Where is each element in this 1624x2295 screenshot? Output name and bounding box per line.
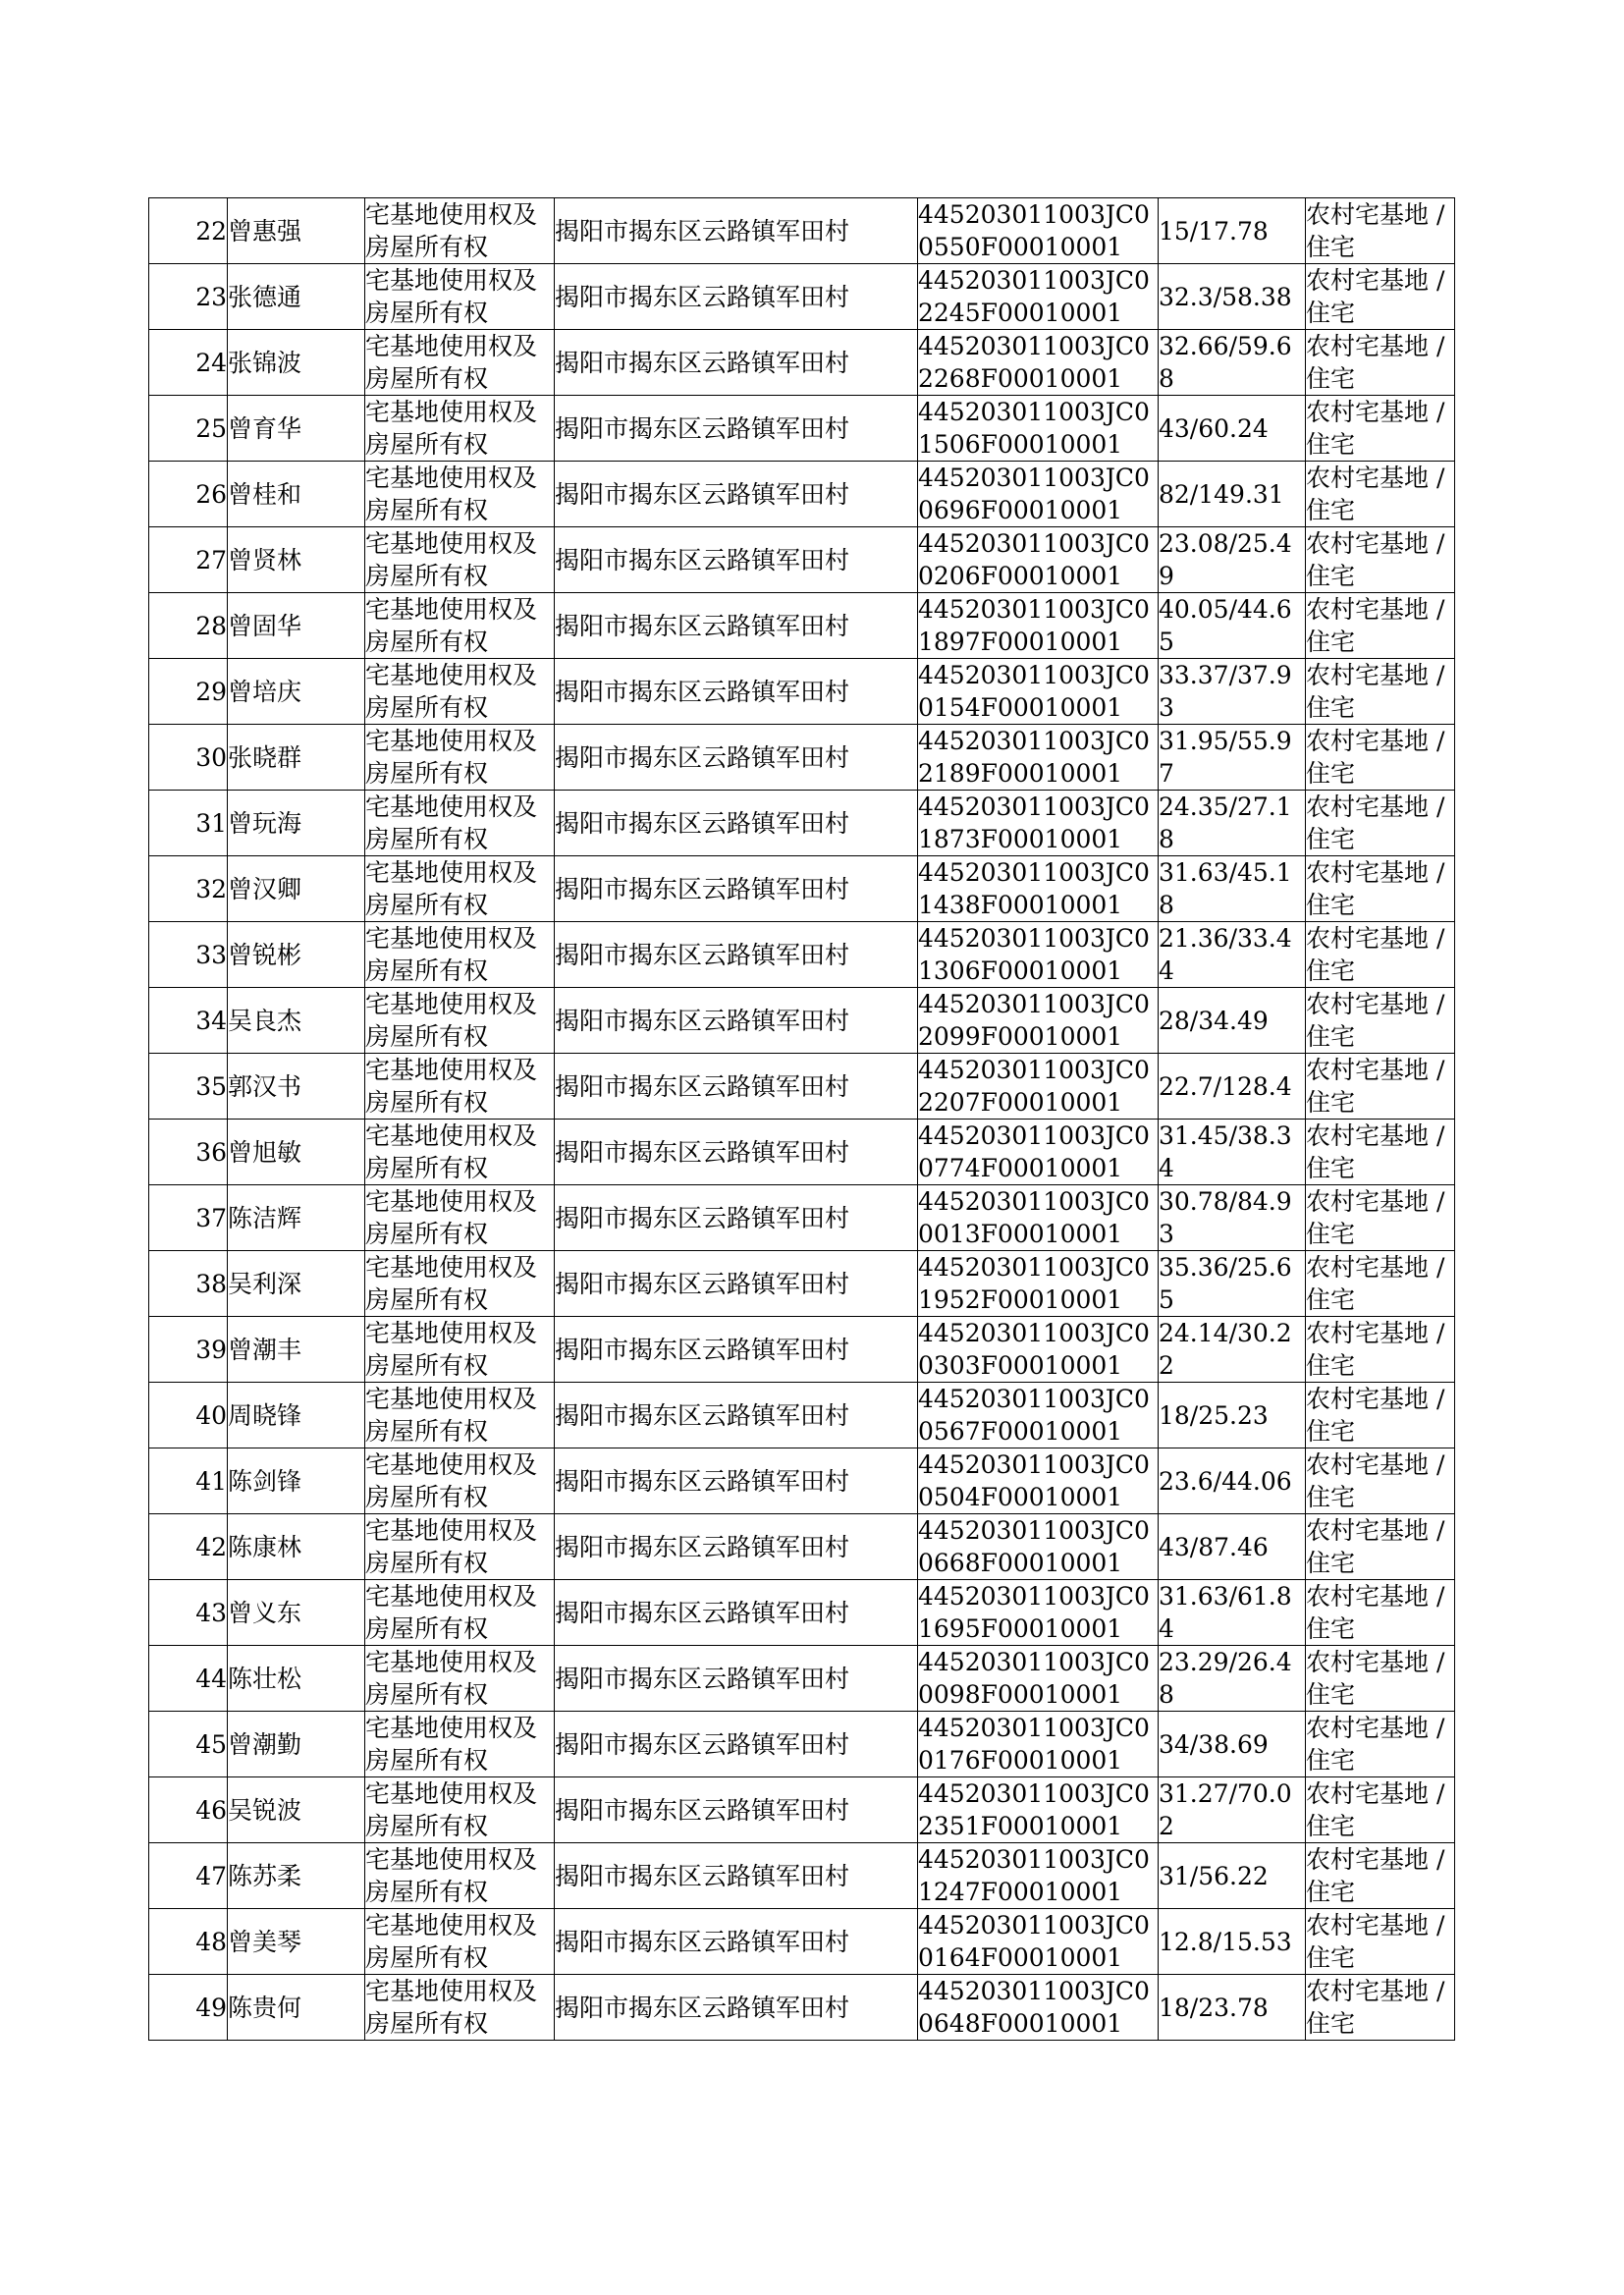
table-row xyxy=(149,198,1455,264)
location-cell: 揭阳市揭东区云路镇军田村 xyxy=(555,1185,918,1251)
right-type-cell: 宅基地使用权及房屋所有权 xyxy=(365,988,555,1054)
row-number-cell: 29 xyxy=(149,659,228,725)
right-type-cell: 宅基地使用权及房屋所有权 xyxy=(365,1317,555,1383)
right-type-cell: 宅基地使用权及房屋所有权 xyxy=(365,527,555,593)
use-cell: 农村宅基地 / 住宅 xyxy=(1306,1120,1455,1185)
location-cell: 揭阳市揭东区云路镇军田村 xyxy=(555,1317,918,1383)
owner-name-cell: 曾汉卿 xyxy=(228,856,365,922)
location-cell: 揭阳市揭东区云路镇军田村 xyxy=(555,1251,918,1317)
area-cell: 28/34.49 xyxy=(1159,988,1306,1054)
table-row xyxy=(149,1120,1455,1185)
area-cell: 23.08/25.49 xyxy=(1159,527,1306,593)
area-cell: 82/149.31 xyxy=(1159,462,1306,527)
row-number-cell: 41 xyxy=(149,1448,228,1514)
unit-code-cell: 445203011003JC00550F00010001 xyxy=(918,198,1159,264)
owner-name-cell: 曾桂和 xyxy=(228,462,365,527)
area-cell: 23.29/26.48 xyxy=(1159,1646,1306,1712)
table-body xyxy=(149,198,1455,2041)
row-number-cell: 26 xyxy=(149,462,228,527)
table-row xyxy=(149,1909,1455,1975)
table-row xyxy=(149,1383,1455,1448)
table-row xyxy=(149,1843,1455,1909)
owner-name-cell: 曾潮勤 xyxy=(228,1712,365,1777)
use-cell: 农村宅基地 / 住宅 xyxy=(1306,1185,1455,1251)
table-row xyxy=(149,527,1455,593)
unit-code-cell: 445203011003JC02245F00010001 xyxy=(918,264,1159,330)
owner-name-cell: 郭汉书 xyxy=(228,1054,365,1120)
owner-name-cell: 曾义东 xyxy=(228,1580,365,1646)
table-row xyxy=(149,1514,1455,1580)
use-cell: 农村宅基地 / 住宅 xyxy=(1306,1383,1455,1448)
row-number-cell: 40 xyxy=(149,1383,228,1448)
right-type-cell: 宅基地使用权及房屋所有权 xyxy=(365,922,555,988)
owner-name-cell: 张德通 xyxy=(228,264,365,330)
location-cell: 揭阳市揭东区云路镇军田村 xyxy=(555,264,918,330)
row-number-cell: 45 xyxy=(149,1712,228,1777)
area-cell: 15/17.78 xyxy=(1159,198,1306,264)
row-number-cell: 44 xyxy=(149,1646,228,1712)
use-cell: 农村宅基地 / 住宅 xyxy=(1306,264,1455,330)
unit-code-cell: 445203011003JC00668F00010001 xyxy=(918,1514,1159,1580)
use-cell: 农村宅基地 / 住宅 xyxy=(1306,1580,1455,1646)
owner-name-cell: 曾惠强 xyxy=(228,198,365,264)
right-type-cell: 宅基地使用权及房屋所有权 xyxy=(365,198,555,264)
row-number-cell: 33 xyxy=(149,922,228,988)
location-cell: 揭阳市揭东区云路镇军田村 xyxy=(555,791,918,856)
row-number-cell: 32 xyxy=(149,856,228,922)
row-number-cell: 47 xyxy=(149,1843,228,1909)
use-cell: 农村宅基地 / 住宅 xyxy=(1306,1317,1455,1383)
right-type-cell: 宅基地使用权及房屋所有权 xyxy=(365,1712,555,1777)
table-row xyxy=(149,1185,1455,1251)
location-cell: 揭阳市揭东区云路镇军田村 xyxy=(555,1909,918,1975)
location-cell: 揭阳市揭东区云路镇军田村 xyxy=(555,330,918,396)
row-number-cell: 38 xyxy=(149,1251,228,1317)
unit-code-cell: 445203011003JC00696F00010001 xyxy=(918,462,1159,527)
table-row xyxy=(149,922,1455,988)
unit-code-cell: 445203011003JC00013F00010001 xyxy=(918,1185,1159,1251)
row-number-cell: 22 xyxy=(149,198,228,264)
area-cell: 43/87.46 xyxy=(1159,1514,1306,1580)
owner-name-cell: 曾锐彬 xyxy=(228,922,365,988)
use-cell: 农村宅基地 / 住宅 xyxy=(1306,791,1455,856)
area-cell: 24.14/30.22 xyxy=(1159,1317,1306,1383)
owner-name-cell: 陈苏柔 xyxy=(228,1843,365,1909)
location-cell: 揭阳市揭东区云路镇军田村 xyxy=(555,922,918,988)
owner-name-cell: 张晓群 xyxy=(228,725,365,791)
table-row xyxy=(149,856,1455,922)
area-cell: 18/25.23 xyxy=(1159,1383,1306,1448)
unit-code-cell: 445203011003JC02189F00010001 xyxy=(918,725,1159,791)
table-row xyxy=(149,1317,1455,1383)
owner-name-cell: 陈康林 xyxy=(228,1514,365,1580)
row-number-cell: 25 xyxy=(149,396,228,462)
table-row xyxy=(149,330,1455,396)
owner-name-cell: 曾贤林 xyxy=(228,527,365,593)
area-cell: 23.6/44.06 xyxy=(1159,1448,1306,1514)
right-type-cell: 宅基地使用权及房屋所有权 xyxy=(365,1054,555,1120)
owner-name-cell: 周晓锋 xyxy=(228,1383,365,1448)
use-cell: 农村宅基地 / 住宅 xyxy=(1306,1054,1455,1120)
use-cell: 农村宅基地 / 住宅 xyxy=(1306,1448,1455,1514)
owner-name-cell: 陈壮松 xyxy=(228,1646,365,1712)
owner-name-cell: 陈剑锋 xyxy=(228,1448,365,1514)
row-number-cell: 34 xyxy=(149,988,228,1054)
location-cell: 揭阳市揭东区云路镇军田村 xyxy=(555,1054,918,1120)
use-cell: 农村宅基地 / 住宅 xyxy=(1306,922,1455,988)
use-cell: 农村宅基地 / 住宅 xyxy=(1306,1514,1455,1580)
unit-code-cell: 445203011003JC00774F00010001 xyxy=(918,1120,1159,1185)
row-number-cell: 48 xyxy=(149,1909,228,1975)
area-cell: 21.36/33.44 xyxy=(1159,922,1306,988)
right-type-cell: 宅基地使用权及房屋所有权 xyxy=(365,1383,555,1448)
right-type-cell: 宅基地使用权及房屋所有权 xyxy=(365,1777,555,1843)
right-type-cell: 宅基地使用权及房屋所有权 xyxy=(365,264,555,330)
owner-name-cell: 吴良杰 xyxy=(228,988,365,1054)
location-cell: 揭阳市揭东区云路镇军田村 xyxy=(555,1580,918,1646)
row-number-cell: 24 xyxy=(149,330,228,396)
location-cell: 揭阳市揭东区云路镇军田村 xyxy=(555,1646,918,1712)
owner-name-cell: 陈贵何 xyxy=(228,1975,365,2041)
area-cell: 22.7/128.4 xyxy=(1159,1054,1306,1120)
area-cell: 30.78/84.93 xyxy=(1159,1185,1306,1251)
area-cell: 18/23.78 xyxy=(1159,1975,1306,2041)
right-type-cell: 宅基地使用权及房屋所有权 xyxy=(365,1909,555,1975)
row-number-cell: 43 xyxy=(149,1580,228,1646)
unit-code-cell: 445203011003JC00504F00010001 xyxy=(918,1448,1159,1514)
row-number-cell: 37 xyxy=(149,1185,228,1251)
right-type-cell: 宅基地使用权及房屋所有权 xyxy=(365,1580,555,1646)
unit-code-cell: 445203011003JC01695F00010001 xyxy=(918,1580,1159,1646)
use-cell: 农村宅基地 / 住宅 xyxy=(1306,725,1455,791)
location-cell: 揭阳市揭东区云路镇军田村 xyxy=(555,1712,918,1777)
area-cell: 31.27/70.02 xyxy=(1159,1777,1306,1843)
row-number-cell: 42 xyxy=(149,1514,228,1580)
table-row xyxy=(149,1251,1455,1317)
area-cell: 40.05/44.65 xyxy=(1159,593,1306,659)
table-row xyxy=(149,1975,1455,2041)
owner-name-cell: 曾潮丰 xyxy=(228,1317,365,1383)
unit-code-cell: 445203011003JC01306F00010001 xyxy=(918,922,1159,988)
right-type-cell: 宅基地使用权及房屋所有权 xyxy=(365,1120,555,1185)
area-cell: 34/38.69 xyxy=(1159,1712,1306,1777)
table-row xyxy=(149,264,1455,330)
right-type-cell: 宅基地使用权及房屋所有权 xyxy=(365,1185,555,1251)
use-cell: 农村宅基地 / 住宅 xyxy=(1306,1909,1455,1975)
location-cell: 揭阳市揭东区云路镇军田村 xyxy=(555,1383,918,1448)
table-row xyxy=(149,1646,1455,1712)
unit-code-cell: 445203011003JC01438F00010001 xyxy=(918,856,1159,922)
location-cell: 揭阳市揭东区云路镇军田村 xyxy=(555,1843,918,1909)
unit-code-cell: 445203011003JC01247F00010001 xyxy=(918,1843,1159,1909)
location-cell: 揭阳市揭东区云路镇军田村 xyxy=(555,988,918,1054)
owner-name-cell: 张锦波 xyxy=(228,330,365,396)
row-number-cell: 46 xyxy=(149,1777,228,1843)
area-cell: 31.45/38.34 xyxy=(1159,1120,1306,1185)
area-cell: 24.35/27.18 xyxy=(1159,791,1306,856)
unit-code-cell: 445203011003JC02351F00010001 xyxy=(918,1777,1159,1843)
right-type-cell: 宅基地使用权及房屋所有权 xyxy=(365,725,555,791)
unit-code-cell: 445203011003JC00098F00010001 xyxy=(918,1646,1159,1712)
unit-code-cell: 445203011003JC00154F00010001 xyxy=(918,659,1159,725)
location-cell: 揭阳市揭东区云路镇军田村 xyxy=(555,659,918,725)
table-row xyxy=(149,659,1455,725)
location-cell: 揭阳市揭东区云路镇军田村 xyxy=(555,725,918,791)
use-cell: 农村宅基地 / 住宅 xyxy=(1306,198,1455,264)
area-cell: 35.36/25.65 xyxy=(1159,1251,1306,1317)
unit-code-cell: 445203011003JC00567F00010001 xyxy=(918,1383,1159,1448)
right-type-cell: 宅基地使用权及房屋所有权 xyxy=(365,1843,555,1909)
row-number-cell: 39 xyxy=(149,1317,228,1383)
use-cell: 农村宅基地 / 住宅 xyxy=(1306,1712,1455,1777)
area-cell: 43/60.24 xyxy=(1159,396,1306,462)
row-number-cell: 28 xyxy=(149,593,228,659)
unit-code-cell: 445203011003JC00176F00010001 xyxy=(918,1712,1159,1777)
unit-code-cell: 445203011003JC00164F00010001 xyxy=(918,1909,1159,1975)
location-cell: 揭阳市揭东区云路镇军田村 xyxy=(555,593,918,659)
unit-code-cell: 445203011003JC01897F00010001 xyxy=(918,593,1159,659)
table-row xyxy=(149,1054,1455,1120)
row-number-cell: 27 xyxy=(149,527,228,593)
owner-name-cell: 曾旭敏 xyxy=(228,1120,365,1185)
owner-name-cell: 曾固华 xyxy=(228,593,365,659)
location-cell: 揭阳市揭东区云路镇军田村 xyxy=(555,396,918,462)
unit-code-cell: 445203011003JC01952F00010001 xyxy=(918,1251,1159,1317)
right-type-cell: 宅基地使用权及房屋所有权 xyxy=(365,462,555,527)
table-row xyxy=(149,593,1455,659)
owner-name-cell: 曾美琴 xyxy=(228,1909,365,1975)
unit-code-cell: 445203011003JC00303F00010001 xyxy=(918,1317,1159,1383)
use-cell: 农村宅基地 / 住宅 xyxy=(1306,659,1455,725)
row-number-cell: 35 xyxy=(149,1054,228,1120)
location-cell: 揭阳市揭东区云路镇军田村 xyxy=(555,198,918,264)
owner-name-cell: 吴锐波 xyxy=(228,1777,365,1843)
location-cell: 揭阳市揭东区云路镇军田村 xyxy=(555,527,918,593)
location-cell: 揭阳市揭东区云路镇军田村 xyxy=(555,856,918,922)
table-row xyxy=(149,988,1455,1054)
row-number-cell: 30 xyxy=(149,725,228,791)
unit-code-cell: 445203011003JC00206F00010001 xyxy=(918,527,1159,593)
unit-code-cell: 445203011003JC02099F00010001 xyxy=(918,988,1159,1054)
right-type-cell: 宅基地使用权及房屋所有权 xyxy=(365,1646,555,1712)
unit-code-cell: 445203011003JC00648F00010001 xyxy=(918,1975,1159,2041)
use-cell: 农村宅基地 / 住宅 xyxy=(1306,593,1455,659)
table-row xyxy=(149,1777,1455,1843)
unit-code-cell: 445203011003JC01506F00010001 xyxy=(918,396,1159,462)
area-cell: 31/56.22 xyxy=(1159,1843,1306,1909)
use-cell: 农村宅基地 / 住宅 xyxy=(1306,856,1455,922)
area-cell: 32.3/58.38 xyxy=(1159,264,1306,330)
location-cell: 揭阳市揭东区云路镇军田村 xyxy=(555,462,918,527)
area-cell: 31.63/61.84 xyxy=(1159,1580,1306,1646)
use-cell: 农村宅基地 / 住宅 xyxy=(1306,330,1455,396)
location-cell: 揭阳市揭东区云路镇军田村 xyxy=(555,1777,918,1843)
table-row xyxy=(149,396,1455,462)
owner-name-cell: 曾育华 xyxy=(228,396,365,462)
use-cell: 农村宅基地 / 住宅 xyxy=(1306,527,1455,593)
row-number-cell: 31 xyxy=(149,791,228,856)
use-cell: 农村宅基地 / 住宅 xyxy=(1306,1251,1455,1317)
owner-name-cell: 曾玩海 xyxy=(228,791,365,856)
row-number-cell: 49 xyxy=(149,1975,228,2041)
location-cell: 揭阳市揭东区云路镇军田村 xyxy=(555,1120,918,1185)
right-type-cell: 宅基地使用权及房屋所有权 xyxy=(365,659,555,725)
area-cell: 32.66/59.68 xyxy=(1159,330,1306,396)
row-number-cell: 23 xyxy=(149,264,228,330)
use-cell: 农村宅基地 / 住宅 xyxy=(1306,1843,1455,1909)
area-cell: 33.37/37.93 xyxy=(1159,659,1306,725)
use-cell: 农村宅基地 / 住宅 xyxy=(1306,1975,1455,2041)
right-type-cell: 宅基地使用权及房屋所有权 xyxy=(365,1448,555,1514)
use-cell: 农村宅基地 / 住宅 xyxy=(1306,462,1455,527)
use-cell: 农村宅基地 / 住宅 xyxy=(1306,396,1455,462)
use-cell: 农村宅基地 / 住宅 xyxy=(1306,1646,1455,1712)
unit-code-cell: 445203011003JC02268F00010001 xyxy=(918,330,1159,396)
use-cell: 农村宅基地 / 住宅 xyxy=(1306,1777,1455,1843)
right-type-cell: 宅基地使用权及房屋所有权 xyxy=(365,396,555,462)
table-row xyxy=(149,1712,1455,1777)
area-cell: 31.63/45.18 xyxy=(1159,856,1306,922)
unit-code-cell: 445203011003JC01873F00010001 xyxy=(918,791,1159,856)
registry-table xyxy=(148,197,1455,2041)
table-row xyxy=(149,1448,1455,1514)
location-cell: 揭阳市揭东区云路镇军田村 xyxy=(555,1448,918,1514)
location-cell: 揭阳市揭东区云路镇军田村 xyxy=(555,1975,918,2041)
location-cell: 揭阳市揭东区云路镇军田村 xyxy=(555,1514,918,1580)
owner-name-cell: 曾培庆 xyxy=(228,659,365,725)
right-type-cell: 宅基地使用权及房屋所有权 xyxy=(365,1251,555,1317)
right-type-cell: 宅基地使用权及房屋所有权 xyxy=(365,1514,555,1580)
table-row xyxy=(149,462,1455,527)
area-cell: 12.8/15.53 xyxy=(1159,1909,1306,1975)
right-type-cell: 宅基地使用权及房屋所有权 xyxy=(365,856,555,922)
owner-name-cell: 吴利深 xyxy=(228,1251,365,1317)
area-cell: 31.95/55.97 xyxy=(1159,725,1306,791)
use-cell: 农村宅基地 / 住宅 xyxy=(1306,988,1455,1054)
right-type-cell: 宅基地使用权及房屋所有权 xyxy=(365,593,555,659)
right-type-cell: 宅基地使用权及房屋所有权 xyxy=(365,791,555,856)
table-row xyxy=(149,791,1455,856)
unit-code-cell: 445203011003JC02207F00010001 xyxy=(918,1054,1159,1120)
table-row xyxy=(149,725,1455,791)
right-type-cell: 宅基地使用权及房屋所有权 xyxy=(365,330,555,396)
owner-name-cell: 陈洁辉 xyxy=(228,1185,365,1251)
table-row xyxy=(149,1580,1455,1646)
right-type-cell: 宅基地使用权及房屋所有权 xyxy=(365,1975,555,2041)
row-number-cell: 36 xyxy=(149,1120,228,1185)
